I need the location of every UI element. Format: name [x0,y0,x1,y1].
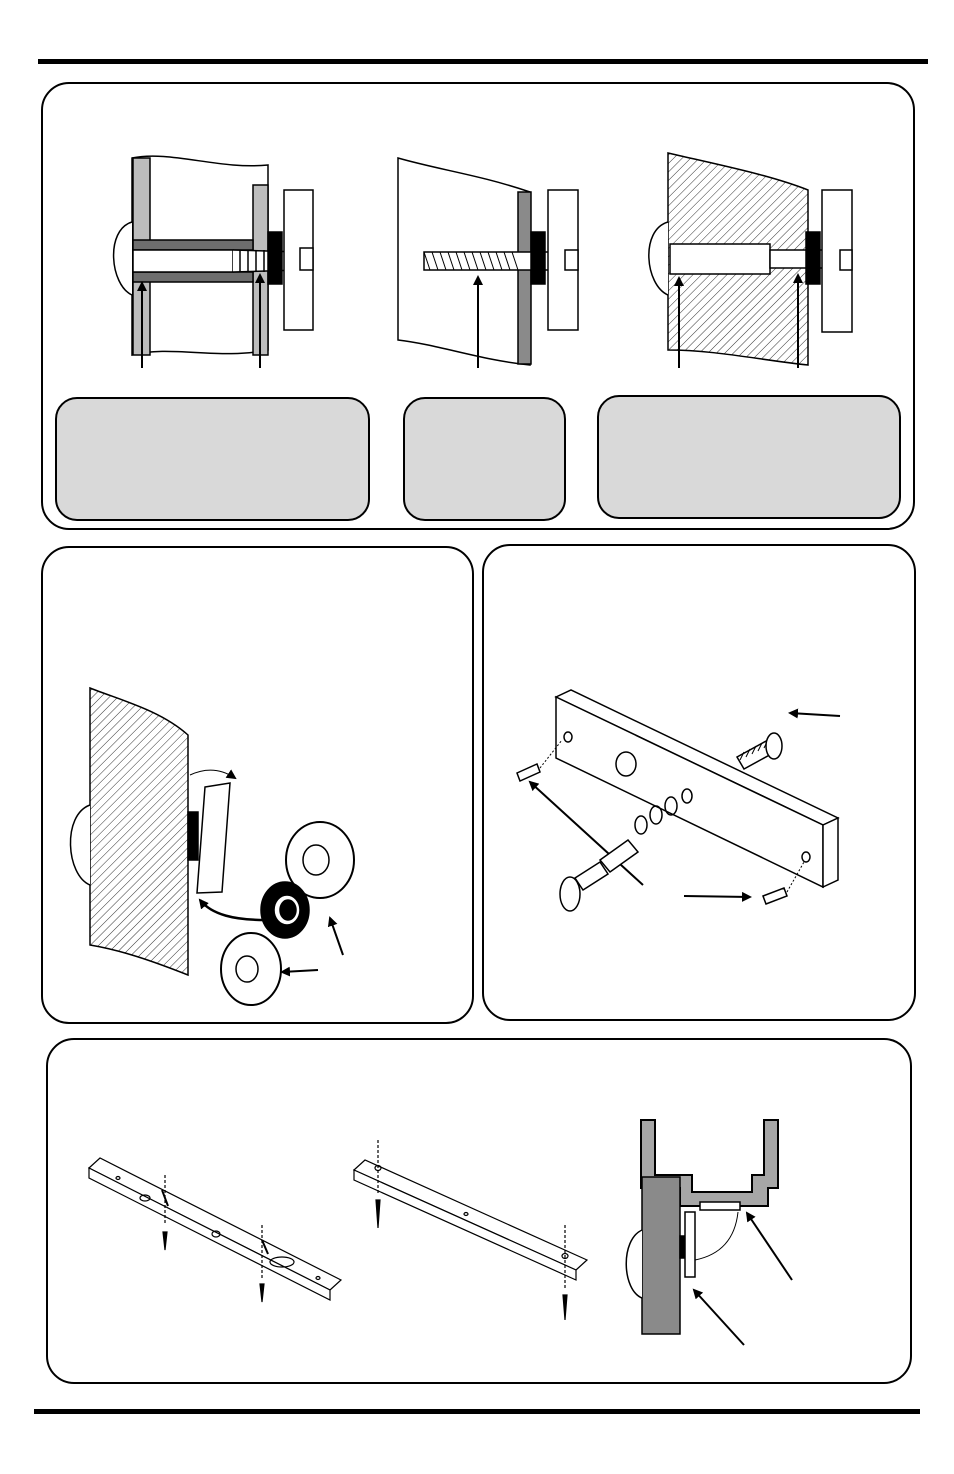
diagram-plate-exploded [517,690,840,911]
diagram-solid-door-rod [398,158,578,368]
diagram-washer-spacer [70,688,354,1005]
diagram-hollow-door-sleeve [114,156,313,368]
diagram-slotted-plate [89,1158,341,1302]
diagram-plain-plate [354,1140,587,1320]
diagram-bracket-section [626,1120,792,1345]
diagram-hatched-door-sleeve [649,153,852,368]
